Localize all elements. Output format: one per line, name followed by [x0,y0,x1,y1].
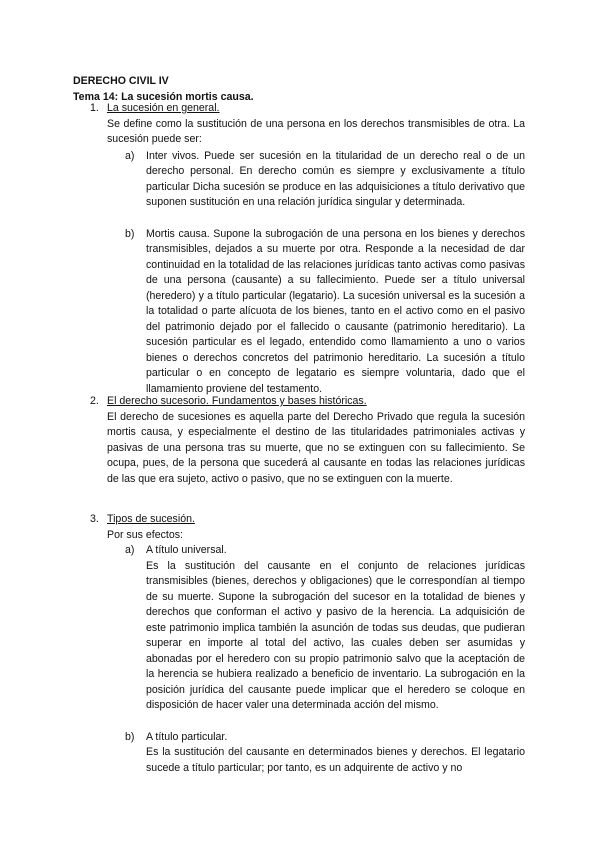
list-item-content [146,543,525,714]
section-title: Tipos de sucesión. [107,513,195,525]
section-3-heading [73,512,533,528]
list-item [107,543,525,714]
list-item [107,227,525,398]
list-item-letter: a) [125,544,135,556]
section-1-heading [73,101,533,117]
list-item-content [146,730,525,777]
course-title: DERECHO CIVIL IV [73,75,169,87]
section-3 [73,512,533,776]
section-body-text: El derecho de sucesiones es aquella parte del Derecho Privado que regula la sucesión mortis causa, y especialmente el destino de las titularidades patrimoniales activas y pasivas de una persona tras su muerte, que no se extinguen con su fallecimiento. Se ocupa, pues, de la persona que sucederá al causante en todas las relaciones jurídicas de las que era sujeto, activo o pasivo, que no se extinguen con la muerte. [107,410,525,485]
list-item-text: Inter vivos. Puede ser sucesión en la titularidad de un derecho real o de un derecho personal. En derecho común es siempre y exclusivamente a título particular Dicha sucesión se produce en las adquisiciones a título derivativo que suponen sustitución en una relación jurídica singular y determinada. [146,149,525,208]
section-2-body [107,410,525,488]
list-item-letter: a) [125,149,135,162]
list-item-text: Mortis causa. Supone la subrogación de una persona en los bienes y derechos transmisibles, dejados a su muerte por otra. Responde a la necesidad de dar continuidad en la totalidad de las relaciones jurídicas tanto activas como pasivas de una persona (causante) a su fallecimiento. Puede ser a título universal (heredero) y a título particular (legatario). La sucesión universal es la sucesión a la totalidad o parte alícuota de los bienes, tanto en el activo como en el pasivo del patrimonio dejado por el fallecido o causante (patrimonio hereditario). La sucesión particular es el legado, entendido como llamamiento a uno o varios bienes o derechos concretos del patrimonio hereditario. La sucesión a título particular o en concepto de legatario es siempre voluntaria, dado que el llamamiento proviene del testamento. [146,227,525,395]
section-title: La sucesión en general. [107,102,220,114]
section-number: 2. [90,395,99,407]
list-item-text: Es la sustitución del causante en determinados bienes y derechos. El legatario sucede a título particular; por tanto, es un adquirente de activo y no [146,746,525,774]
list-item [107,730,525,777]
list-item-title: A título particular. [146,730,228,743]
section-intro: Por sus efectos: [107,528,183,541]
section-number: 3. [90,513,99,525]
list-item [107,149,525,211]
list-item-text: Es la sustitución del causante en el conjunto de relaciones jurídicas transmisibles (bienes, derechos y obligaciones) que le correspondían al tiempo de su muerte. Supone la subrogación del sucesor en la totalidad de bienes y derechos que conforman el activo y pasivo de la herencia. La adquisición de este patrimonio implica también la asunción de todas sus deudas, que pudieran superar en importe al total del activo, las cuales deben ser asumidas y abonadas por el heredero con su propio patrimonio salvo que la aceptación de la herencia se hubiera realizado a beneficio de inventario. La subrogación en la posición jurídica del causante puede implicar que el heredero se coloque en disposición de hacer valer una determinada acción del mismo. [146,559,525,711]
list-item-letter: b) [125,730,135,743]
topic-title: Tema 14: La sucesión mortis causa. [73,90,254,103]
list-item-letter: b) [125,227,135,240]
section-intro: Se define como la sustitución de una persona en los derechos transmisibles de otra. La sucesión puede ser: [107,117,525,145]
section-3-body [107,528,525,777]
section-title: El derecho sucesorio. Fundamentos y bases históricas. [107,395,367,407]
section-number: 1. [90,102,99,114]
section-2 [73,394,533,487]
list-item-title: A título universal. [146,544,227,556]
section-2-heading [73,394,533,410]
section-1-body [107,117,525,398]
section-1 [73,101,533,397]
